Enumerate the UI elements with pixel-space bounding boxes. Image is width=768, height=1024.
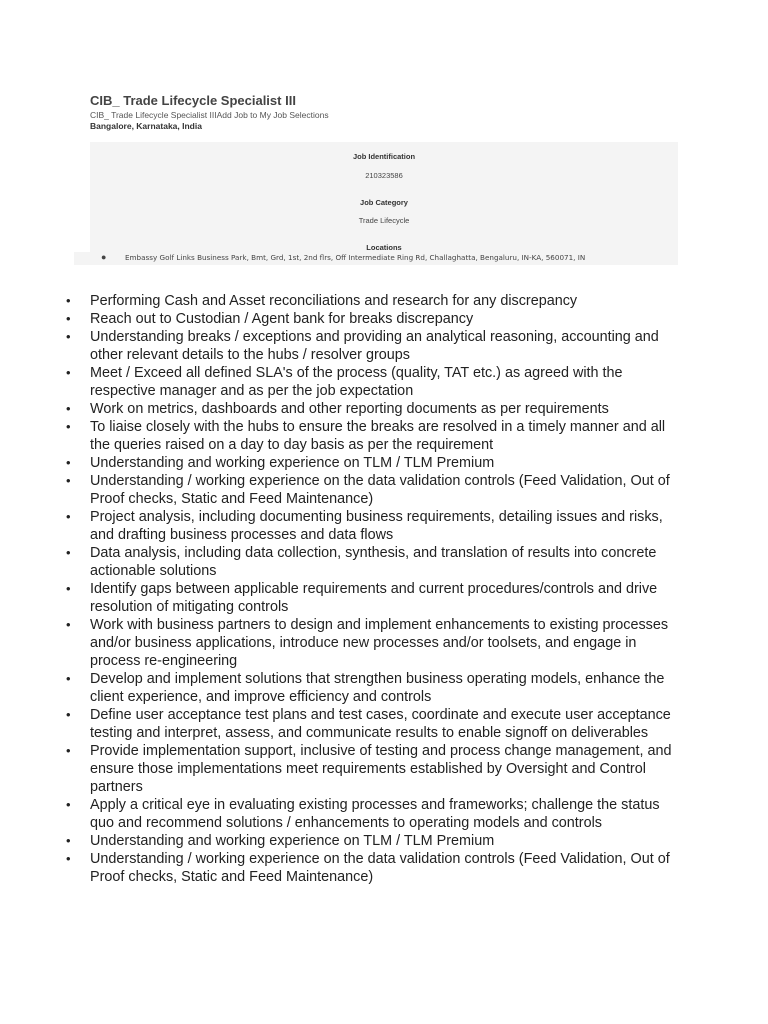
list-item: • Understanding / working experience on the data validation controls (Feed Validation, Out of Proof checks, Static and Feed Maintenance) xyxy=(0,472,768,508)
list-item: • Identify gaps between applicable requirements and current procedures/controls and drive resolution of mitigating controls xyxy=(0,580,768,616)
list-item: • Data analysis, including data collection, synthesis, and translation of results into concrete actionable solutions xyxy=(0,544,768,580)
location-item: Embassy Golf Links Business Park, Bmt, Grd, 1st, 2nd flrs, Off Intermediate Ring Rd, Challaghatta, Bengaluru, IN-KA, 560071, IN xyxy=(125,253,586,262)
list-item: • Understanding and working experience on TLM / TLM Premium xyxy=(0,454,768,472)
list-item: • Work with business partners to design and implement enhancements to existing processes and/or business applications, introduce new processes and/or toolsets, and engage in process re-engineering xyxy=(0,616,768,670)
job-id-value: 210323586 xyxy=(365,171,403,180)
list-item: • To liaise closely with the hubs to ensure the breaks are resolved in a timely manner and all the queries raised on a day to day basis as per the requirement xyxy=(0,418,768,454)
list-item: • Provide implementation support, inclusive of testing and process change management, and ensure those implementations meet requirements established by Oversight and Control partners xyxy=(0,742,768,796)
list-item: • Understanding / working experience on the data validation controls (Feed Validation, Out of Proof checks, Static and Feed Maintenance) xyxy=(0,850,768,886)
job-location: Bangalore, Karnataka, India xyxy=(90,121,202,131)
job-category-label: Job Category xyxy=(360,198,408,207)
list-item: • Understanding breaks / exceptions and providing an analytical reasoning, accounting and other relevant details to the hubs / resolver groups xyxy=(0,328,768,364)
job-category-value: Trade Lifecycle xyxy=(358,216,410,225)
location-bullet: ● xyxy=(101,252,107,262)
duties-list xyxy=(0,292,768,886)
list-item: • Meet / Exceed all defined SLA's of the process (quality, TAT etc.) as agreed with the respective manager and as per the job expectation xyxy=(0,364,768,400)
list-item: • Develop and implement solutions that strengthen business operating models, enhance the client experience, and improve efficiency and controls xyxy=(0,670,768,706)
list-item: • Project analysis, including documenting business requirements, detailing issues and risks, and drafting business processes and data flows xyxy=(0,508,768,544)
job-title: CIB_ Trade Lifecycle Specialist III xyxy=(90,93,296,108)
list-item: • Apply a critical eye in evaluating existing processes and frameworks; challenge the status quo and recommend solutions / enhancements to operating models and controls xyxy=(0,796,768,832)
list-item: • Performing Cash and Asset reconciliations and research for any discrepancy xyxy=(0,292,768,310)
list-item: • Define user acceptance test plans and test cases, coordinate and execute user acceptance testing and interpret, assess, and communicate results to enable signoff on deliverables xyxy=(0,706,768,742)
job-details-panel xyxy=(90,142,678,252)
list-item: • Work on metrics, dashboards and other reporting documents as per requirements xyxy=(0,400,768,418)
list-item: • Understanding and working experience on TLM / TLM Premium xyxy=(0,832,768,850)
job-subtitle: CIB_ Trade Lifecycle Specialist IIIAdd Job to My Job Selections xyxy=(90,110,329,120)
locations-label: Locations xyxy=(366,243,402,252)
job-id-label: Job Identification xyxy=(352,152,416,161)
list-item: • Reach out to Custodian / Agent bank for breaks discrepancy xyxy=(0,310,768,328)
